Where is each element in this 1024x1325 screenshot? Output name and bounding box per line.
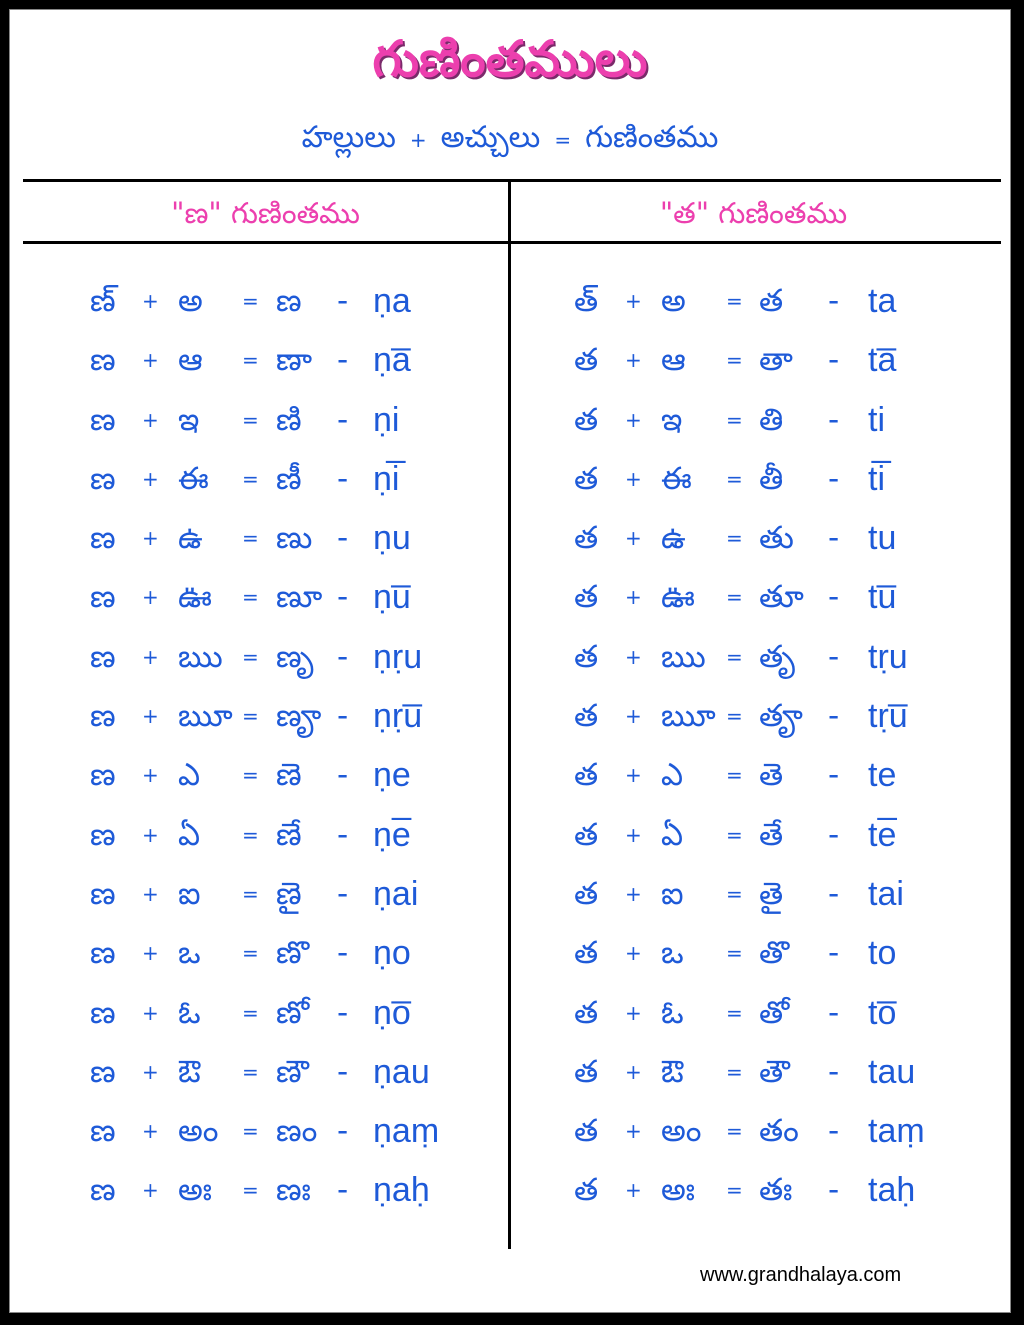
left-column (10, 272, 508, 1221)
table-row (511, 865, 1001, 924)
plus-sign: + (142, 881, 159, 906)
consonant: త (574, 698, 599, 735)
equals-sign: = (726, 1000, 743, 1025)
consonant: త (574, 1113, 599, 1150)
consonant: త (574, 638, 599, 675)
result: తి (759, 401, 784, 438)
result: ణీ (276, 460, 302, 497)
plus-sign: + (142, 1000, 159, 1025)
vowel: ఋ (178, 638, 223, 675)
vowel: ఐ (178, 875, 201, 912)
vowel: అం (178, 1113, 219, 1150)
transliteration: ta (868, 282, 897, 320)
table-row (511, 509, 1001, 568)
equals-sign: = (726, 466, 743, 491)
transliteration: to (868, 934, 897, 973)
result: ణృ (276, 638, 314, 675)
equals-sign: = (726, 348, 743, 373)
vowel: అం (661, 1113, 702, 1150)
equals-sign: = (242, 1178, 259, 1203)
consonant: త (574, 520, 599, 557)
dash: - (828, 1172, 840, 1209)
dash: - (337, 283, 349, 319)
dash: - (828, 342, 840, 379)
table-row (10, 1102, 508, 1161)
result: ణు (276, 520, 313, 557)
plus-sign: + (625, 1059, 642, 1084)
dash: - (828, 816, 840, 853)
transliteration: taḥ (868, 1171, 916, 1210)
vowel: ఔ (178, 1053, 201, 1090)
transliteration: tu̅ (868, 578, 897, 617)
table-row (10, 272, 508, 331)
transliteration: tai (868, 874, 904, 913)
plus-sign: + (625, 704, 642, 729)
transliteration: ṇai (373, 874, 419, 913)
consonant: త (574, 1053, 599, 1090)
dash: - (828, 1053, 840, 1090)
consonant: ణ (90, 579, 116, 616)
vowel: ఊ (661, 579, 695, 616)
plus-sign: + (625, 407, 642, 432)
table-row (511, 628, 1001, 687)
vowel: అః (661, 1172, 695, 1209)
dash: - (337, 520, 349, 557)
vowel: ఆ (178, 342, 203, 379)
dash: - (828, 401, 840, 438)
vowel: ఓ (178, 994, 201, 1031)
result: త (759, 283, 784, 319)
dash: - (337, 816, 349, 853)
vowel: ఒ (661, 935, 684, 972)
table-row (511, 391, 1001, 450)
dash: - (337, 401, 349, 438)
equals-sign: = (242, 704, 259, 729)
consonant: త్ (574, 283, 599, 319)
result: ణొ (276, 935, 310, 972)
equals-sign: = (242, 1000, 259, 1025)
transliteration: tṛu̅ (868, 697, 908, 736)
transliteration: tu (868, 519, 897, 558)
result: తృ (759, 638, 795, 675)
vowel: అః (178, 1172, 212, 1209)
table-row (10, 509, 508, 568)
consonant: ణ (90, 342, 116, 379)
plus-sign: + (142, 1119, 159, 1144)
vowel: ఔ (661, 1053, 684, 1090)
table-row (10, 568, 508, 627)
table-row (511, 1043, 1001, 1102)
plus-sign: + (142, 1178, 159, 1203)
vowel: అ (661, 283, 686, 319)
consonant: ణ (90, 460, 116, 497)
consonant: త (574, 1172, 599, 1209)
consonant: త (574, 460, 599, 497)
table-row (10, 924, 508, 983)
dash: - (337, 757, 349, 794)
transliteration: ṇṛu̅ (373, 697, 423, 736)
dash: - (828, 875, 840, 912)
transliteration: ṇu̅ (373, 578, 411, 617)
consonant: ణ (90, 1113, 116, 1150)
table-row (511, 806, 1001, 865)
equals-sign: = (726, 763, 743, 788)
vowel: ఊ (178, 579, 212, 616)
transliteration: ṇo̅ (373, 993, 411, 1032)
equals-sign: = (726, 289, 743, 313)
vowel: ఎ (661, 757, 684, 794)
consonant: ణ (90, 757, 116, 794)
table-row (10, 628, 508, 687)
vowel: ఇ (661, 401, 683, 438)
plus-sign: + (142, 466, 159, 491)
table-row (511, 984, 1001, 1043)
equals-sign: = (726, 585, 743, 610)
plus-sign: + (625, 941, 642, 966)
consonant: ణ (90, 935, 116, 972)
vowel: ఐ (661, 875, 684, 912)
dash: - (828, 698, 840, 735)
subtitle-result: గుణింతము (585, 120, 719, 155)
subtitle-equals: = (554, 128, 572, 152)
dash: - (337, 935, 349, 972)
vowel: ఇ (178, 401, 200, 438)
dash: - (337, 579, 349, 616)
consonant: త (574, 994, 599, 1031)
right-column-header: "త" గుణింతము (659, 196, 848, 230)
transliteration: ti̅ (868, 459, 885, 498)
dash: - (337, 1172, 349, 1209)
equals-sign: = (242, 585, 259, 610)
equals-sign: = (726, 1178, 743, 1203)
result: తే (759, 816, 784, 853)
transliteration: tau (868, 1052, 916, 1091)
consonant: ణ (90, 638, 116, 675)
dash: - (828, 935, 840, 972)
transliteration: ta̅ (868, 341, 897, 380)
equals-sign: = (726, 822, 743, 847)
plus-sign: + (142, 644, 159, 669)
vowel: ఓ (661, 994, 684, 1031)
transliteration: ṇe̅ (373, 815, 411, 854)
vowel: ఒ (178, 935, 201, 972)
plus-sign: + (625, 526, 642, 551)
plus-sign: + (142, 822, 159, 847)
result: ణి (276, 401, 302, 438)
consonant: త (574, 816, 599, 853)
plus-sign: + (625, 1119, 642, 1144)
equals-sign: = (242, 289, 259, 313)
equals-sign: = (242, 407, 259, 432)
dash: - (337, 994, 349, 1031)
transliteration: to̅ (868, 993, 897, 1032)
plus-sign: + (142, 704, 159, 729)
dash: - (337, 638, 349, 675)
dash: - (828, 994, 840, 1031)
plus-sign: + (142, 941, 159, 966)
vowel: ఏ (661, 816, 684, 853)
result: తా (759, 342, 793, 379)
equals-sign: = (242, 348, 259, 373)
consonant: ణ (90, 401, 116, 438)
dash: - (828, 638, 840, 675)
table-row (511, 924, 1001, 983)
result: తౌ (759, 1053, 790, 1090)
plus-sign: + (625, 644, 642, 669)
result: తె (759, 757, 784, 794)
vowel: ఈ (178, 460, 209, 497)
result: ణం (276, 1113, 318, 1150)
result: తః (759, 1172, 793, 1209)
dash: - (337, 460, 349, 497)
result: తు (759, 520, 794, 557)
dash: - (337, 1053, 349, 1090)
equals-sign: = (726, 526, 743, 551)
equals-sign: = (242, 763, 259, 788)
consonant: త (574, 342, 599, 379)
table-row (511, 746, 1001, 805)
consonant: ణ్ (90, 283, 116, 319)
chart-sheet (9, 9, 1011, 1313)
table-row (511, 331, 1001, 390)
transliteration: ṇaḥ (373, 1171, 430, 1210)
transliteration: ṇa (373, 282, 411, 320)
dash: - (828, 757, 840, 794)
equals-sign: = (726, 1059, 743, 1084)
dash: - (828, 520, 840, 557)
consonant: ణ (90, 1053, 116, 1090)
dash: - (337, 342, 349, 379)
plus-sign: + (625, 1178, 642, 1203)
transliteration: ṇu (373, 519, 411, 558)
plus-sign: + (625, 585, 642, 610)
consonant: ణ (90, 1172, 116, 1209)
plus-sign: + (142, 289, 159, 313)
result: ణో (276, 994, 310, 1031)
vowel: ఆ (661, 342, 686, 379)
plus-sign: + (142, 348, 159, 373)
table-row (10, 391, 508, 450)
equals-sign: = (242, 881, 259, 906)
plus-sign: + (625, 763, 642, 788)
result: తౄ (759, 698, 803, 735)
equals-sign: = (242, 644, 259, 669)
equals-sign: = (242, 941, 259, 966)
result: ణః (276, 1172, 311, 1209)
table-row (10, 1043, 508, 1102)
result: ణౌ (276, 1053, 309, 1090)
plus-sign: + (625, 466, 642, 491)
table-row (511, 687, 1001, 746)
result: తం (759, 1113, 799, 1150)
consonant: త (574, 757, 599, 794)
table-row (10, 1161, 508, 1220)
equals-sign: = (726, 881, 743, 906)
equals-sign: = (242, 526, 259, 551)
transliteration: ti (868, 400, 885, 439)
transliteration: te (868, 756, 897, 795)
transliteration: te̅ (868, 815, 897, 854)
equals-sign: = (242, 466, 259, 491)
equals-sign: = (242, 1119, 259, 1144)
dash: - (828, 283, 840, 319)
vowel: ఏ (178, 816, 201, 853)
vowel: ౠ (661, 698, 716, 735)
consonant: త (574, 875, 599, 912)
result: ణె (276, 757, 302, 794)
vowel: ఉ (178, 520, 203, 557)
plus-sign: + (142, 1059, 159, 1084)
result: ణూ (276, 579, 323, 616)
header-bottom-divider (23, 241, 1001, 244)
dash: - (337, 1113, 349, 1150)
consonant: ణ (90, 520, 116, 557)
subtitle (10, 120, 1010, 156)
vowel: ఎ (178, 757, 201, 794)
vowel: ఈ (661, 460, 692, 497)
plus-sign: + (142, 585, 159, 610)
table-row (10, 746, 508, 805)
transliteration: tṛu (868, 637, 908, 676)
plus-sign: + (625, 881, 642, 906)
left-column-header: "ణ" గుణింతము (171, 196, 360, 230)
result: తో (759, 994, 790, 1031)
subtitle-plus: + (409, 128, 427, 152)
transliteration: ṇa̅ (373, 341, 411, 380)
table-row (10, 865, 508, 924)
result: తొ (759, 935, 790, 972)
consonant: ణ (90, 816, 116, 853)
dash: - (828, 579, 840, 616)
equals-sign: = (726, 407, 743, 432)
right-column (511, 272, 1001, 1221)
transliteration: ṇe (373, 756, 411, 795)
footer-website: www.grandhalaya.com (700, 1264, 902, 1286)
result: ణే (276, 816, 302, 853)
subtitle-consonants: హల్లులు (301, 120, 396, 155)
dash: - (337, 698, 349, 735)
consonant: త (574, 935, 599, 972)
page-title: గుణింతములు (372, 30, 648, 88)
plus-sign: + (142, 407, 159, 432)
transliteration: ṇo (373, 934, 411, 973)
table-row (511, 450, 1001, 509)
plus-sign: + (625, 289, 642, 313)
equals-sign: = (242, 822, 259, 847)
table-row (10, 806, 508, 865)
result: ణ (276, 283, 302, 319)
table-row (10, 450, 508, 509)
vowel: ఉ (661, 520, 686, 557)
table-row (511, 1161, 1001, 1220)
transliteration: ṇṛu (373, 637, 423, 676)
plus-sign: + (625, 822, 642, 847)
equals-sign: = (726, 704, 743, 729)
vowel: అ (178, 283, 203, 319)
table-row (10, 984, 508, 1043)
result: ణై (276, 875, 302, 912)
table-row (10, 331, 508, 390)
equals-sign: = (242, 1059, 259, 1084)
consonant: త (574, 579, 599, 616)
consonant: ణ (90, 994, 116, 1031)
consonant: ణ (90, 698, 116, 735)
transliteration: ṇi̅ (373, 459, 400, 498)
vowel: ఋ (661, 638, 706, 675)
subtitle-vowels: అచ్చులు (440, 120, 541, 155)
consonant: త (574, 401, 599, 438)
dash: - (337, 875, 349, 912)
transliteration: taṃ (868, 1112, 925, 1151)
result: తై (759, 875, 784, 912)
consonant: ణ (90, 875, 116, 912)
table-row (511, 1102, 1001, 1161)
plus-sign: + (625, 348, 642, 373)
result: ణా (276, 342, 313, 379)
dash: - (828, 460, 840, 497)
transliteration: ṇau (373, 1052, 430, 1091)
equals-sign: = (726, 941, 743, 966)
result: ణౄ (276, 698, 322, 735)
result: తూ (759, 579, 804, 616)
equals-sign: = (726, 1119, 743, 1144)
table-row (511, 272, 1001, 331)
transliteration: ṇi (373, 400, 400, 439)
result: తీ (759, 460, 784, 497)
header-top-divider (23, 179, 1001, 182)
transliteration: ṇaṃ (373, 1112, 440, 1151)
plus-sign: + (142, 526, 159, 551)
table-row (511, 568, 1001, 627)
vowel: ౠ (178, 698, 233, 735)
table-row (10, 687, 508, 746)
plus-sign: + (142, 763, 159, 788)
equals-sign: = (726, 644, 743, 669)
dash: - (828, 1113, 840, 1150)
plus-sign: + (625, 1000, 642, 1025)
